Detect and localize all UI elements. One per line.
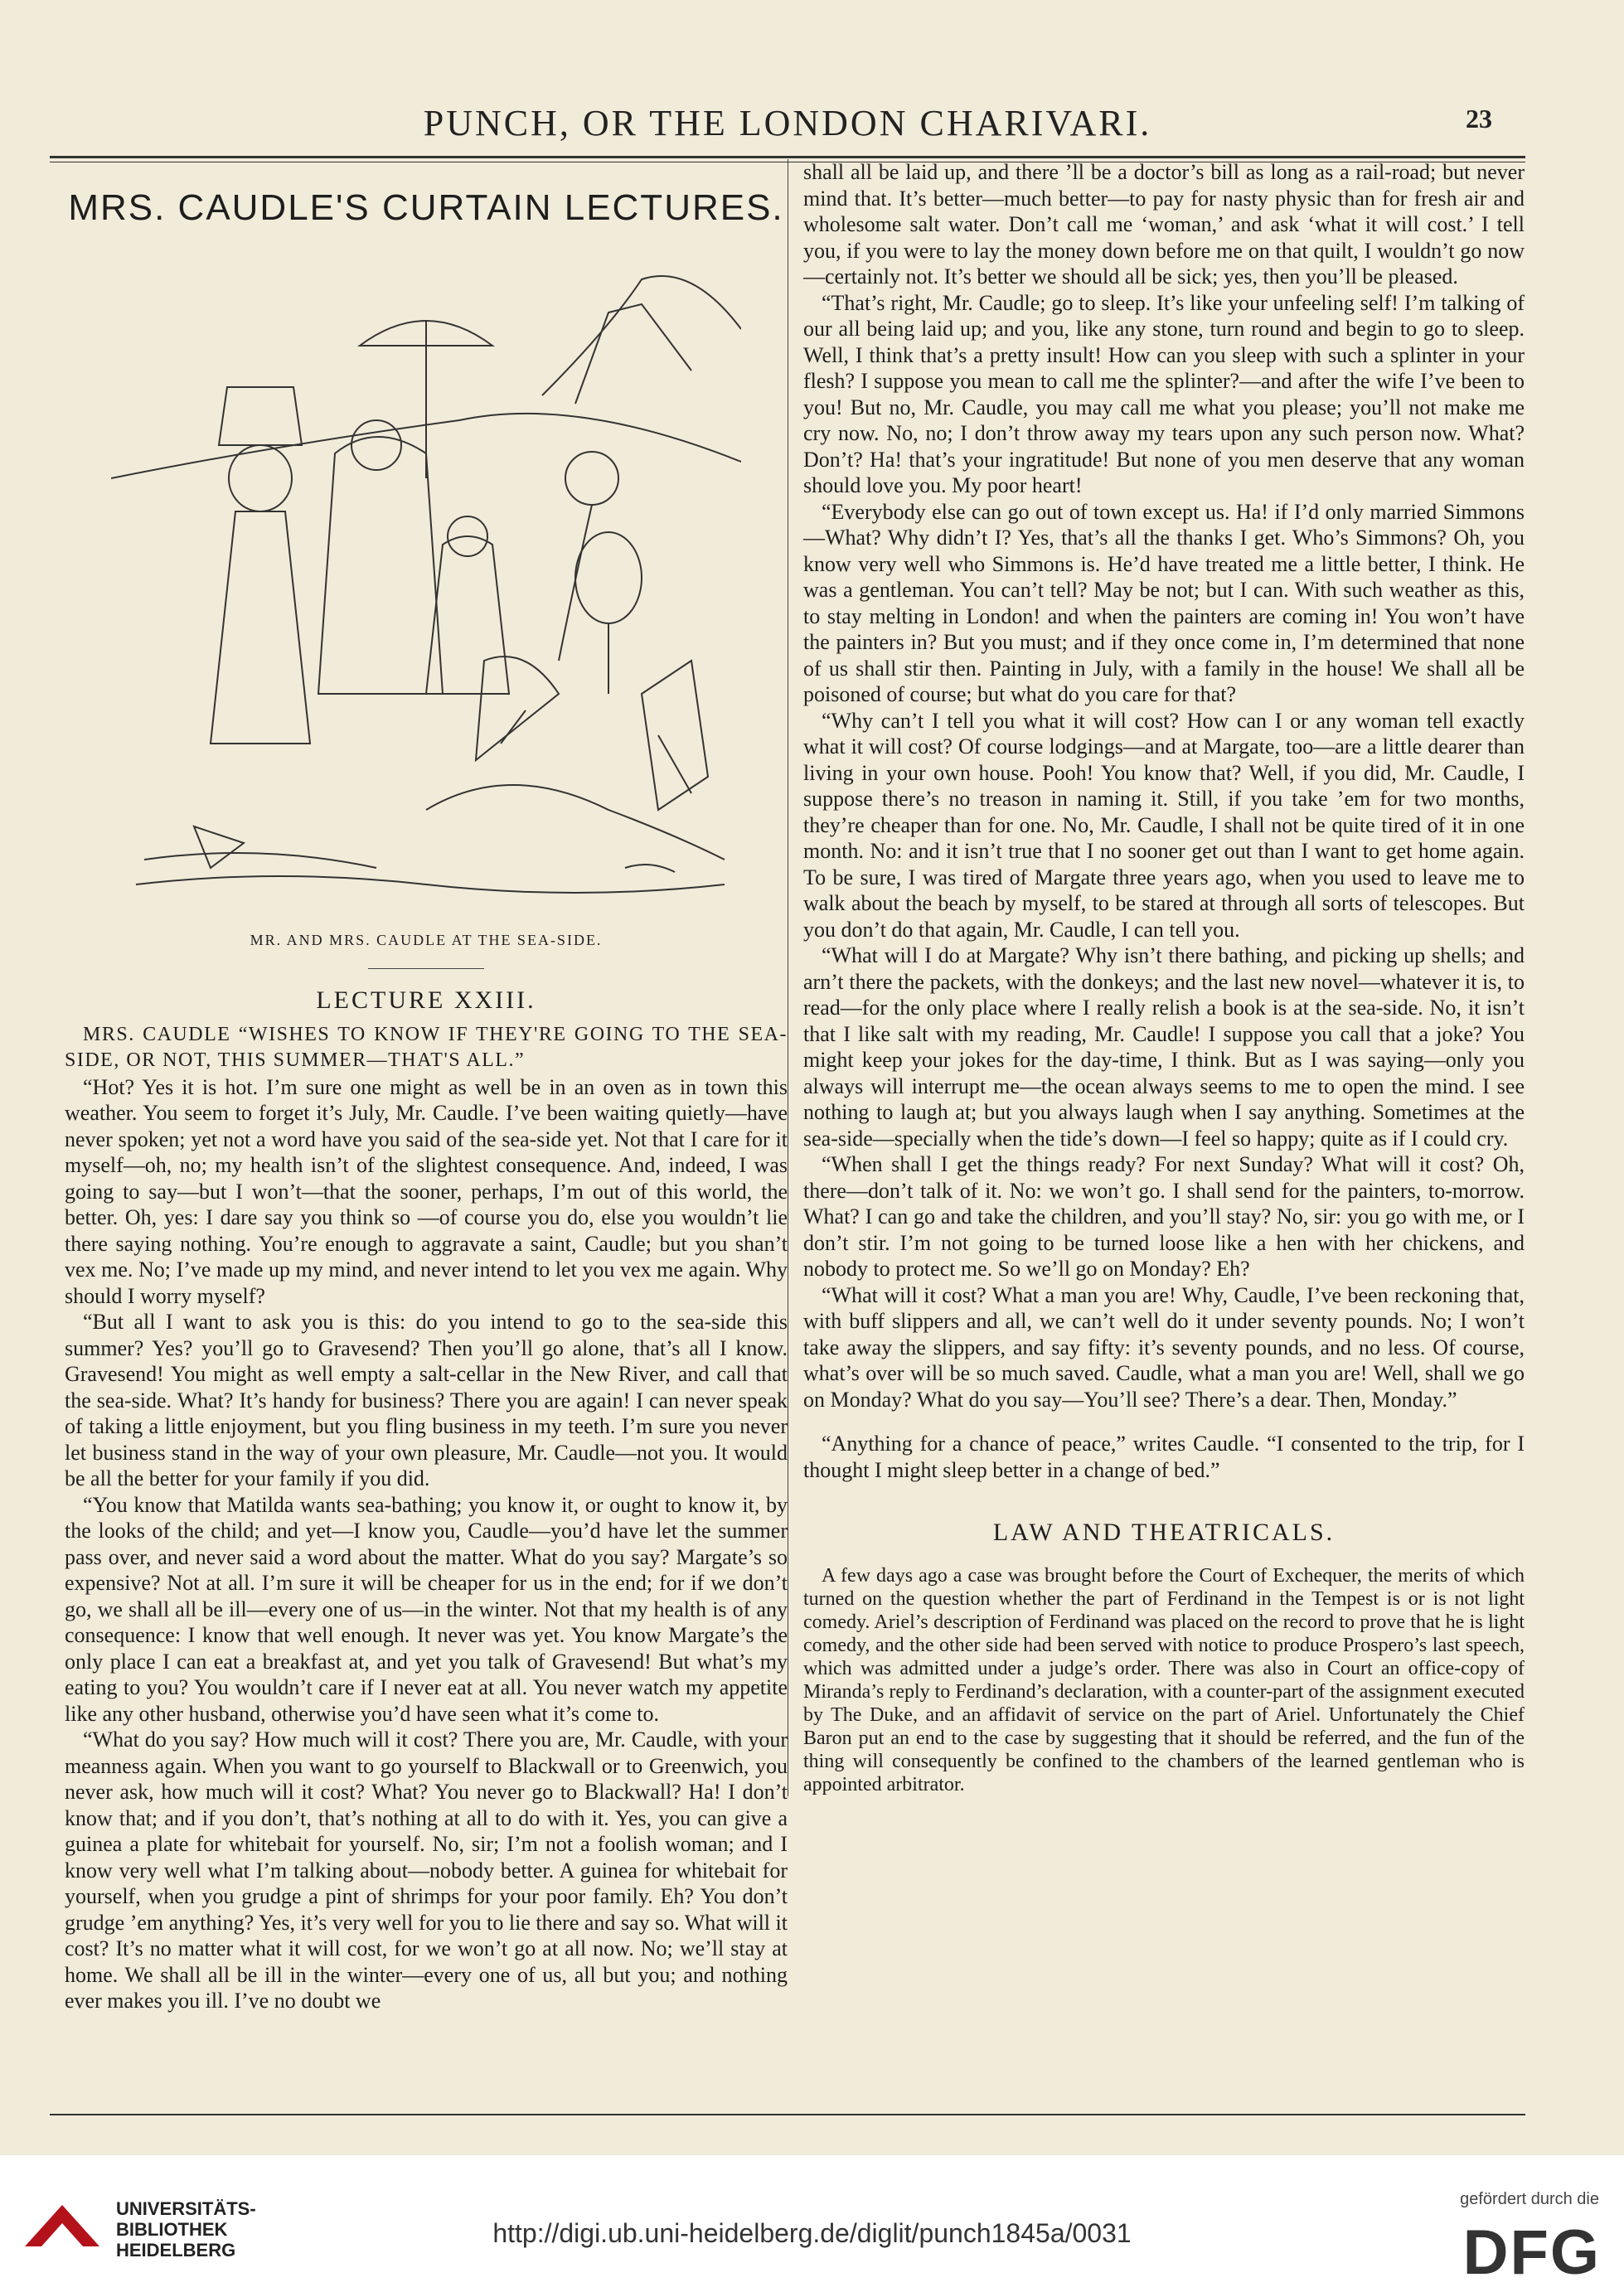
left-paragraph: “What do you say? How much will it cost? There you are, Mr. Caudle, with your meanness again. When you want to go yourself to Blackwall or to Greenwich, you never ask, how much will it cost? What? You never go to Blackwall? Ha! I don’t know that; and if you don’t, that’s nothing at all to do with it. Yes, you can give a guinea a plate for whitebait for yourself. No, sir; I’m not a foolish woman; and I know very well what I’m talking about—nobody better. A guinea for whitebait for yourself, when you grudge a pint of shrimps for your poor family. Eh? You don’t grudge ’em anything? Yes, it’s very well for you to lie there and say so. What will it cost? It’s no matter what it will cost, for we won’t go at all now. No; we’ll stay at home. We shall all be ill in the winter—every one of us, all but you; and nothing ever makes you ill. I’ve no doubt we [65,1727,788,2013]
running-title: PUNCH, OR THE LONDON CHARIVARI. [423,103,1152,143]
left-column [65,170,788,2014]
right-paragraph: “What will it cost? What a man you are! Why, Caudle, I’ve been reckoning that, with buff slippers and all, we can’t well do it under seventy pounds. No; I won’t take away the slippers, and say fifty: it’s seventy pounds, and no less. Of course, what’s over will be so much saved. Caudle, what a man you are! Well, shall we go on Monday? What do you say—You’ll see? There’s a dear. Then, Monday.” [803,1282,1525,1412]
caption-rule [368,968,484,969]
library-name-line: HEIDELBERG [116,2240,236,2261]
dfg-logo[interactable]: DFG [1462,2217,1601,2288]
illustration-caption: MR. AND MRS. CAUDLE AT THE SEA-SIDE. [250,931,603,948]
page-number: 23 [1466,104,1492,133]
lecture-number: LECTURE XXIII. [316,986,536,1014]
right-column [788,159,1525,1796]
right-paragraph: shall all be laid up, and there ’ll be a doctor’s bill as long as a rail-road; but never mind that. It’s better—much better—to pay for nasty physic than for fresh air and wholesome salt water. Don’t call me ‘woman,’ and ask ‘what it will cost.’ I tell you, if you were to lay the money down before me on that quilt, I wouldn’t go now—certainly not. It’s better we should all be sick; yes, then you’ll be pleased. [803,160,1525,288]
section-title: MRS. CAUDLE'S CURTAIN LECTURES. [68,187,784,228]
lecture-summary: MRS. CAUDLE “WISHES TO KNOW IF THEY'RE GOING TO THE SEA-SIDE, OR NOT, THIS SUMMER—THAT'S ALL.” [65,1023,788,1071]
right-paragraph: “That’s right, Mr. Caudle; go to sleep. It’s like your unfeeling self! I’m talking of our all being laid up; and you, like any stone, turn round and begin to go to sleep. Well, I think that’s a pretty insult! How can you sleep with such a splinter in your flesh? I suppose you mean to call me the splinter?—and after the wife I’ve been to you! But no, Mr. Caudle, you may call me what you please; you’ll not make me cry now. No, no; I don’t throw away my tears upon any such person now. What? Don’t? Ha! that’s your ingratitude! But none of you men deserve that any woman should love you. My poor heart! [803,290,1525,497]
right-paragraph: “What will I do at Margate? Why isn’t there bathing, and picking up shells; and arn’t there the packets, with the donkeys; and the last new novel—whatever it is, to read—for the only place where I really relish a book is at the sea-side. No, it isn’t that I like salt with my reading, Mr. Caudle! I suppose you call that a joke? You might keep your jokes for the day-time, I think. But as I was saying—only you always will interrupt me—the ocean always seems to me to open the mind. I see nothing to laugh at; but you always laugh when I say anything. Sometimes at the sea-side—specially when the tide’s down—I feel so happy; quite as if I could cry. [803,943,1525,1151]
right-paragraph: “When shall I get the things ready? For next Sunday? What will it cost? Oh, there—don’t talk of it. No: we won’t go. I shall send for the painters, to-morrow. What? I can go and take the children, and you’ll stay? No, sir: you go with me, or I don’t stir. I’m not going to be turned loose like a hen with her chickens, and nobody to protect me. So we’ll go on Monday? Eh? [803,1152,1525,1281]
right-paragraph: “Everybody else can go out of town except us. Ha! if I’d only married Simmons—What? Why didn’t I? Yes, that’s all the thanks I get. Who’s Simmons? Oh, you know very well who Simmons is. He’d have treated me a little better, I think. He was a gentleman. You can’t tell? May be not; but I can. With such weather as this, to stay melting in London! and when the painters are coming in! You won’t have the painters in? But you must; and if they once come in, I’m determined that none of us shall stir then. Painting in July, with a family in the house! We shall all be poisoned of course; but what do you care for that? [803,499,1525,706]
law-paragraph: A few days ago a case was brought before the Court of Exchequer, the merits of which turned on the question whether the part of Ferdinand in the Tempest is or is not light comedy. Ariel’s description of Ferdinand was placed on the record to prove that he is light comedy, and the other side had been served with notice to produce Prospero’s last speech, which was admitted under a judge’s order. There was also in Court an office-copy of Miranda’s reply to Ferdinand’s declaration, with a counter-part of the assignment executed by The Duke, and an affidavit of service on the part of Ariel. Unfortunately the Chief Baron put an end to the case by suggesting that it should be referred, and the fun of the thing will consequently be confined to the chambers of the learned gentleman who is appointed arbitrator. [803,1564,1525,1795]
right-paragraph: “Anything for a chance of peace,” writes Caudle. “I consented to the trip, for I thought I might sleep better in a change of bed.” [803,1432,1525,1482]
left-paragraph: “You know that Matilda wants sea-bathing; you know it, or ought to know it, by the looks of the child; and yet—I know you, Caudle—you’d have let the summer pass over, and never said a word about the matter. What do you say? Margate’s so expensive? Not at all. I’m sure it will be cheaper for us in the end; for if we don’t go, we shall all be ill—every one of us—in the winter. Not that my health is of any consequence: I know that well enough. It never was yet. You know Margate’s the only place I can eat a breakfast at, and yet you talk of Gravesend! But what’s my eating to you? You wouldn’t care if I never eat at all. You never watch my appetite like any other husband, otherwise you’d have seen what it’s come to. [65,1492,788,1726]
library-name-line: UNIVERSITÄTS- [116,2198,256,2219]
right-paragraph: “Why can’t I tell you what it will cost? How can I or any woman tell exactly what it will cost? Of course lodgings—and at Margate, too—are a little dearer than living in your own house. Pooh! You know that? Well, if you did, Mr. Caudle, I suppose there’s no treason in naming it. Still, if you take ’em for two months, they’re cheaper than for one. No, Mr. Caudle, I shall not be quite tired of it in one month. No: and it isn’t true that I no sooner get out than I want to get home again. To be sure, I was tired of Margate three years ago, when you used to leave me to walk about the beach by myself, to be stared at through all sorts of telescopes. But you don’t do that again, Mr. Caudle, I can tell you. [803,708,1525,942]
footer-rule [50,2114,1525,2115]
funding-note: gefördert durch die [1460,2190,1599,2208]
page-header [50,95,1525,153]
left-paragraph: “Hot? Yes it is hot. I’m sure one might as well be in an oven as in town this weather. You seem to forget it’s July, Mr. Caudle. I’ve been waiting quietly—have never spoken; yet not a word have you said of the sea-side yet. Not that I care for it myself—oh, no; my health isn’t of the slightest consequence. And, indeed, I was going to say—but I won’t—that the sooner, perhaps, I’m out of this world, the better. Oh, yes: I dare say you think so —of course you do, else you wouldn’t lie there saying nothing. You’re enough to aggravate a saint, Caudle; but you shan’t vex me. No; I’ve made up my mind, and never intend to let you vex me again. Why should I worry myself? [65,1074,788,1308]
left-paragraph: “But all I want to ask you is this: do you intend to go to the sea-side this summer? Yes? you’ll go to Gravesend? Then you’ll go alone, that’s all I know. Gravesend! You might as well empty a salt-cellar in the New River, and call that the sea-side. What? It’s handy for business? There you are again! I can never speak of taking a little enjoyment, but you fling business in my teeth. I’m sure you never let business stand in the way of your own pleasure, Mr. Caudle—not you. It would be all the better for your family if you did. [65,1310,788,1490]
seaside-illustration [111,230,741,926]
source-url-link[interactable]: http://digi.ub.uni-heidelberg.de/diglit/punch1845a/0031 [492,2218,1132,2248]
digitization-footer [0,2155,1624,2292]
library-name-line: BIBLIOTHEK [116,2219,228,2240]
header-rule [50,156,1525,158]
law-section-title: LAW AND THEATRICALS. [992,1519,1336,1546]
